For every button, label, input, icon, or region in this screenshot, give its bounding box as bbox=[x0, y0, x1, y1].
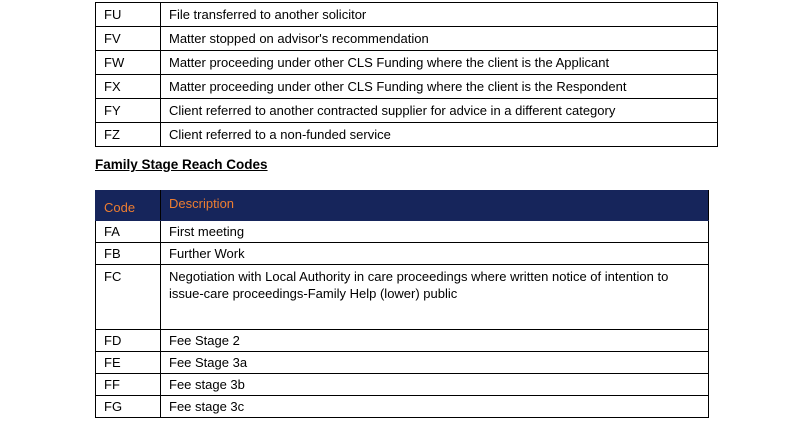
code-cell: FV bbox=[96, 27, 161, 51]
table-row bbox=[96, 221, 709, 243]
codes-table-top bbox=[95, 2, 718, 147]
code-cell: FA bbox=[96, 221, 161, 243]
table-row bbox=[96, 27, 718, 51]
code-cell: FD bbox=[96, 330, 161, 352]
description-cell: Matter stopped on advisor's recommendation bbox=[161, 27, 718, 51]
code-cell: FW bbox=[96, 51, 161, 75]
description-cell: Client referred to a non-funded service bbox=[161, 123, 718, 147]
code-cell: FG bbox=[96, 396, 161, 418]
description-cell: Further Work bbox=[161, 243, 709, 265]
description-cell: Negotiation with Local Authority in care proceedings where written notice of intention to issue-care proceedings-Family Help (lower) public bbox=[161, 265, 709, 330]
description-cell: Matter proceeding under other CLS Funding where the client is the Applicant bbox=[161, 51, 718, 75]
table-row bbox=[96, 75, 718, 99]
table-row bbox=[96, 374, 709, 396]
table-row bbox=[96, 3, 718, 27]
table-row bbox=[96, 396, 709, 418]
description-cell: File transferred to another solicitor bbox=[161, 3, 718, 27]
section-heading: Family Stage Reach Codes bbox=[95, 157, 268, 172]
table-header-row bbox=[96, 191, 709, 221]
code-cell: FF bbox=[96, 374, 161, 396]
code-cell: FX bbox=[96, 75, 161, 99]
description-cell: First meeting bbox=[161, 221, 709, 243]
code-cell: FU bbox=[96, 3, 161, 27]
table-row bbox=[96, 51, 718, 75]
description-cell: Matter proceeding under other CLS Funding where the client is the Respondent bbox=[161, 75, 718, 99]
code-cell: FB bbox=[96, 243, 161, 265]
code-column-header: Code bbox=[96, 191, 161, 221]
table-row bbox=[96, 265, 709, 330]
code-cell: FY bbox=[96, 99, 161, 123]
family-stage-reach-table bbox=[95, 190, 709, 418]
description-cell: Client referred to another contracted supplier for advice in a different category bbox=[161, 99, 718, 123]
code-cell: FC bbox=[96, 265, 161, 330]
description-cell: Fee stage 3b bbox=[161, 374, 709, 396]
table-row bbox=[96, 123, 718, 147]
description-cell: Fee Stage 3a bbox=[161, 352, 709, 374]
description-cell: Fee Stage 2 bbox=[161, 330, 709, 352]
table-row bbox=[96, 330, 709, 352]
description-column-header: Description bbox=[161, 191, 709, 221]
table-row bbox=[96, 243, 709, 265]
code-cell: FE bbox=[96, 352, 161, 374]
table-row bbox=[96, 352, 709, 374]
code-cell: FZ bbox=[96, 123, 161, 147]
table-row bbox=[96, 99, 718, 123]
description-cell: Fee stage 3c bbox=[161, 396, 709, 418]
